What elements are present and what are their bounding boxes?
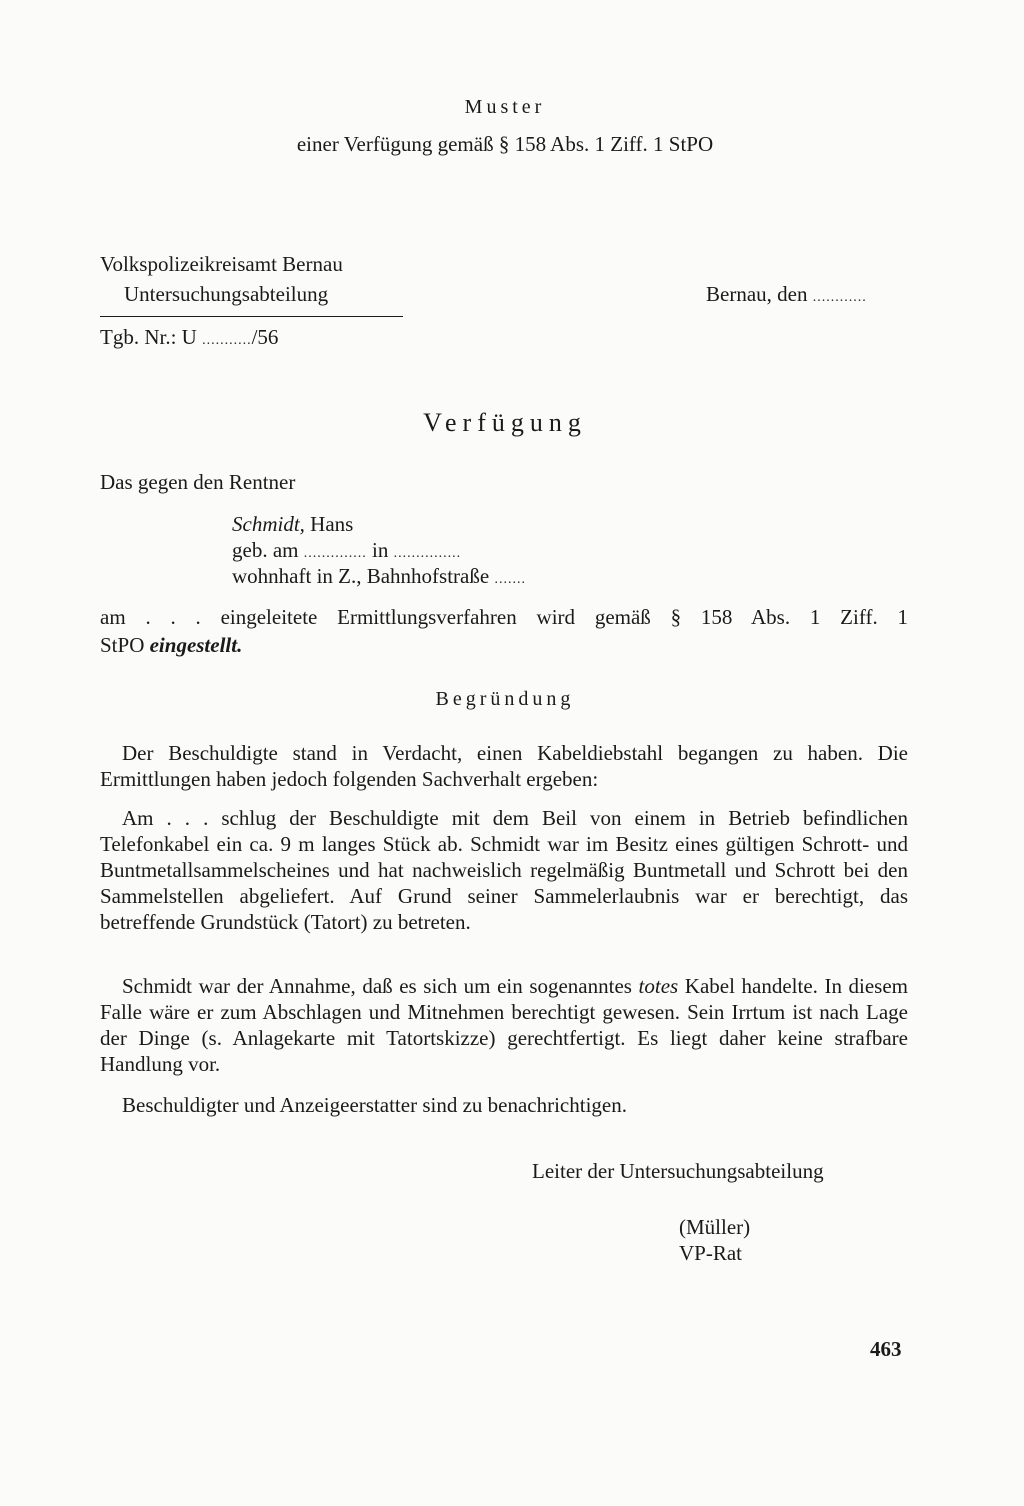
header-subtitle: einer Verfügung gemäß § 158 Abs. 1 Ziff. 1 StPO <box>296 132 714 156</box>
person-name <box>232 511 353 537</box>
journal-suffix: /56 <box>251 325 279 349</box>
office-divider <box>100 316 403 317</box>
decision-prefix: StPO <box>100 633 145 657</box>
born-dots: .............. <box>303 546 367 561</box>
office-department: Untersuchungsabteilung <box>124 282 329 306</box>
person-surname: Schmidt, <box>232 512 305 536</box>
person-firstname: Hans <box>310 512 354 536</box>
paragraph-4: Beschuldigter und Anzeigeerstatter sind zu benachrichtigen. <box>122 1093 627 1117</box>
decision-line-1: am . . . eingeleitete Ermittlungsverfahren wird gemäß § 158 Abs. 1 Ziff. 1 <box>100 605 908 629</box>
born-label: geb. am <box>232 538 299 562</box>
residence-text: wohnhaft in Z., Bahnhofstraße <box>232 564 490 588</box>
decision-emphasis: eingestellt. <box>149 633 243 657</box>
residence-dots: ....... <box>494 572 526 587</box>
document-title: Verfügung <box>423 408 587 437</box>
place-date-dots: ............ <box>812 290 867 305</box>
birthplace-label: in <box>371 538 389 562</box>
journal-number <box>100 324 278 354</box>
page-number: 463 <box>870 1337 902 1361</box>
paragraph-3-emphasis: totes <box>638 974 679 998</box>
paragraph-2: Am . . . schlug der Beschuldigte mit dem Beil von einem in Betrieb befindlichen Telefonkabel ein ca. 9 m langes Stück ab. Schmidt war im Besitz eines gültigen Schrott- und Buntmetallsammelscheines und hat nachweislich regelmäßig Buntmetall und Schrott bei den Sammelstellen abgeliefert. Auf Grund seiner Sammelerlaubnis war er berechtigt, das betreffende Grundstück (Tatort) zu betreten. <box>100 806 908 934</box>
decision-line-2 <box>100 632 242 658</box>
paragraph-3-after: Kabel handelte. In diesem Falle wäre er zum Abschlagen und Mitnehmen berechtigt gewesen. Sein Irrtum ist nach Lage der Dinge (s. Anlagekarte mit Tatortskizze) gerechtfertigt. Es liegt daher keine strafbare Handlung vor. <box>100 974 909 1076</box>
place-date-label: Bernau, den <box>706 282 808 306</box>
paragraph-3-before: Schmidt war der Annahme, daß es sich um ein sogenanntes <box>122 974 632 998</box>
person-residence <box>232 563 526 593</box>
paragraph-3 <box>100 973 908 1077</box>
journal-prefix: Tgb. Nr.: U <box>100 325 197 349</box>
signature-role: Leiter der Untersuchungsabteilung <box>532 1159 824 1183</box>
place-date <box>706 281 867 311</box>
signature-name: (Müller) <box>679 1215 751 1239</box>
office-name: Volkspolizeikreisamt Bernau <box>100 252 343 276</box>
header-title: Muster <box>464 96 546 118</box>
birthplace-dots: ............... <box>393 546 462 561</box>
journal-dots: ........... <box>202 333 252 348</box>
reasons-heading: Begründung <box>435 688 575 710</box>
paragraph-1: Der Beschuldigte stand in Verdacht, einen Kabeldiebstahl begangen zu haben. Die Ermittlungen haben jedoch folgenden Sachverhalt ergeben: <box>100 741 908 791</box>
intro-text: Das gegen den Rentner <box>100 470 296 494</box>
signature-rank: VP-Rat <box>679 1241 742 1265</box>
